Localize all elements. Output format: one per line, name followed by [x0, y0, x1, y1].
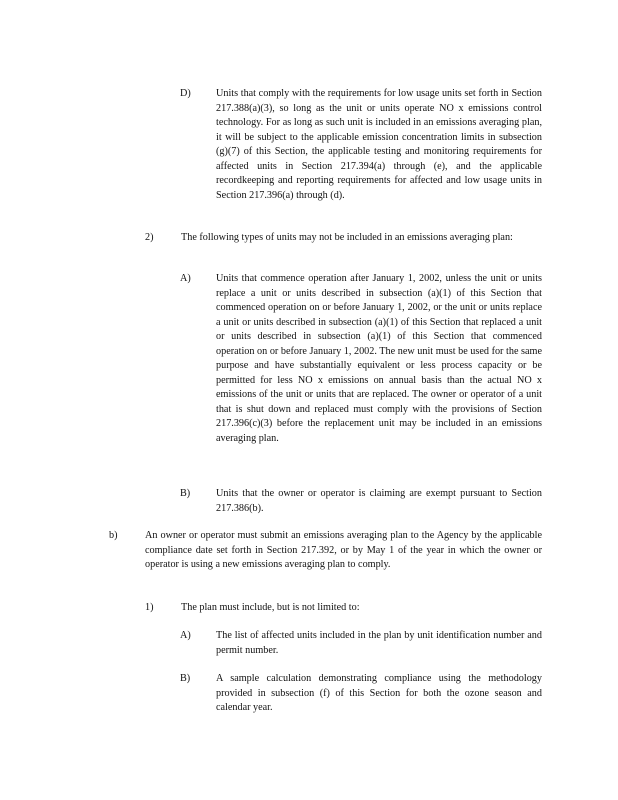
paragraph-text: Units that the owner or operator is claiming are exempt pursuant to Section 217.386(b).: [216, 488, 542, 514]
paragraph-label: B): [180, 488, 191, 499]
paragraph-text: Units that comply with the requirements for low usage units set forth in Section 217.388(a)(3), so long as the unit or units operate NO x emissions control technology. For as long as such unit is included in an emissions averaging plan, it will be subject to the applicable emission concentration limits in subsection (g)(7) of this Section, the applicable testing and monitoring requirements for affected units in Section 217.394(a) through (e), and the applicable recordkeeping and reporting requirements for affected and low usage units in Section 217.396(a) through (d).: [216, 88, 542, 201]
paragraph-text: An owner or operator must submit an emissions averaging plan to the Agency by the applicable compliance date set forth in Section 217.392, or by May 1 of the year in which the owner or operator is using a new emissions averaging plan to comply.: [145, 530, 542, 570]
paragraph-label: A): [180, 630, 191, 641]
paragraph-text: The plan must include, but is not limited to:: [181, 602, 360, 613]
paragraph-text: Units that commence operation after January 1, 2002, unless the unit or units replace a unit or units described in subsection (a)(1) of this Section that commenced operation on or before January 1, 2002, or the unit or units replace a unit or units described in subsection (a)(1) of this Section that replaced a unit or units described in subsection (a)(1) of this Section that commenced operation on or before January 1, 2002. The new unit must be used for the same purpose and have substantially equivalent or less process capacity or be permitted for less NO x emissions on annual basis than the actual NO x emissions of the unit or units that are replaced. The owner or operator of a unit that is shut down and replaced must comply with the provisions of Section 217.396(c)(3) before the replacement unit may be included in an emissions averaging plan.: [216, 273, 542, 444]
paragraph-label: b): [109, 530, 118, 541]
paragraph-text: The following types of units may not be included in an emissions averaging plan:: [181, 232, 513, 243]
paragraph-label: 1): [145, 602, 154, 613]
paragraph-label: D): [180, 88, 191, 99]
paragraph-text: A sample calculation demonstrating compliance using the methodology provided in subsection (f) of this Section for both the ozone season and calendar year.: [216, 673, 542, 713]
paragraph-label: 2): [145, 232, 154, 243]
paragraph-label: A): [180, 273, 191, 284]
paragraph-label: B): [180, 673, 191, 684]
paragraph-text: The list of affected units included in the plan by unit identification number and permit number.: [216, 630, 542, 656]
